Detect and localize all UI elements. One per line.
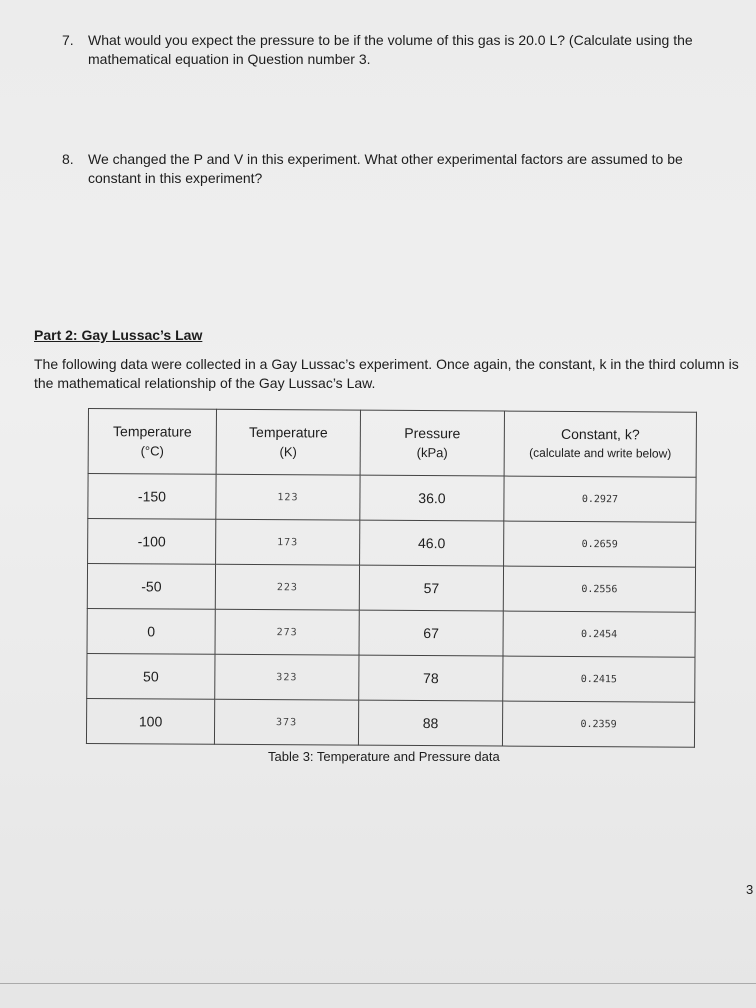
cell-pressure: 78 [359, 655, 503, 701]
table-row [88, 474, 696, 523]
cell-constant-k: 0.2659 [504, 521, 696, 567]
table-caption: Table 3: Temperature and Pressure data [268, 749, 500, 764]
table-header-row [88, 409, 696, 478]
divider [0, 983, 756, 984]
question-text: We changed the P and V in this experiment. What other experimental factors are assumed to be constant in this experiment? [88, 151, 683, 186]
cell-temp-k: 223 [215, 564, 359, 610]
cell-constant-k: 0.2454 [503, 611, 695, 657]
table-row [87, 608, 695, 657]
cell-pressure: 57 [359, 565, 503, 611]
cell-temp-k: 123 [216, 474, 360, 520]
page-number: 3 [746, 882, 754, 897]
question-text: What would you expect the pressure to be if the volume of this gas is 20.0 L? (Calculate using the mathematical equation in Question number 3. [88, 32, 693, 67]
section-heading: Part 2: Gay Lussac’s Law [34, 327, 203, 343]
question-number: 7. [62, 32, 74, 48]
data-table [86, 408, 697, 748]
header-constant-k: Constant, k? (calculate and write below) [504, 411, 696, 477]
table-row [88, 519, 696, 568]
cell-temp-k: 323 [215, 654, 359, 700]
table-row [87, 564, 695, 613]
cell-temp-c: -50 [87, 564, 215, 610]
cell-pressure: 88 [358, 700, 502, 746]
cell-constant-k: 0.2415 [503, 656, 695, 702]
cell-constant-k: 0.2927 [504, 476, 696, 522]
cell-temp-k: 373 [214, 699, 358, 745]
cell-pressure: 67 [359, 610, 503, 656]
cell-pressure: 36.0 [360, 475, 504, 521]
cell-pressure: 46.0 [360, 520, 504, 566]
header-pressure: Pressure (kPa) [360, 410, 504, 476]
section-intro: The following data were collected in a Gay Lussac’s experiment. Once again, the constant, k in the third column is the mathematical relationship of the Gay Lussac’s Law. [34, 356, 739, 391]
table-row [86, 698, 694, 747]
cell-temp-k: 273 [215, 609, 359, 655]
cell-constant-k: 0.2556 [503, 566, 695, 612]
cell-temp-c: -100 [88, 519, 216, 565]
cell-temp-c: 100 [86, 698, 214, 744]
cell-temp-k: 173 [216, 519, 360, 565]
cell-constant-k: 0.2359 [502, 701, 694, 747]
cell-temp-c: 50 [87, 653, 215, 699]
table-row [87, 653, 695, 702]
header-temp-c: Temperature (°C) [88, 409, 216, 475]
header-temp-k: Temperature (K) [216, 409, 360, 475]
cell-temp-c: 0 [87, 608, 215, 654]
question-number: 8. [62, 151, 74, 167]
cell-temp-c: -150 [88, 474, 216, 520]
